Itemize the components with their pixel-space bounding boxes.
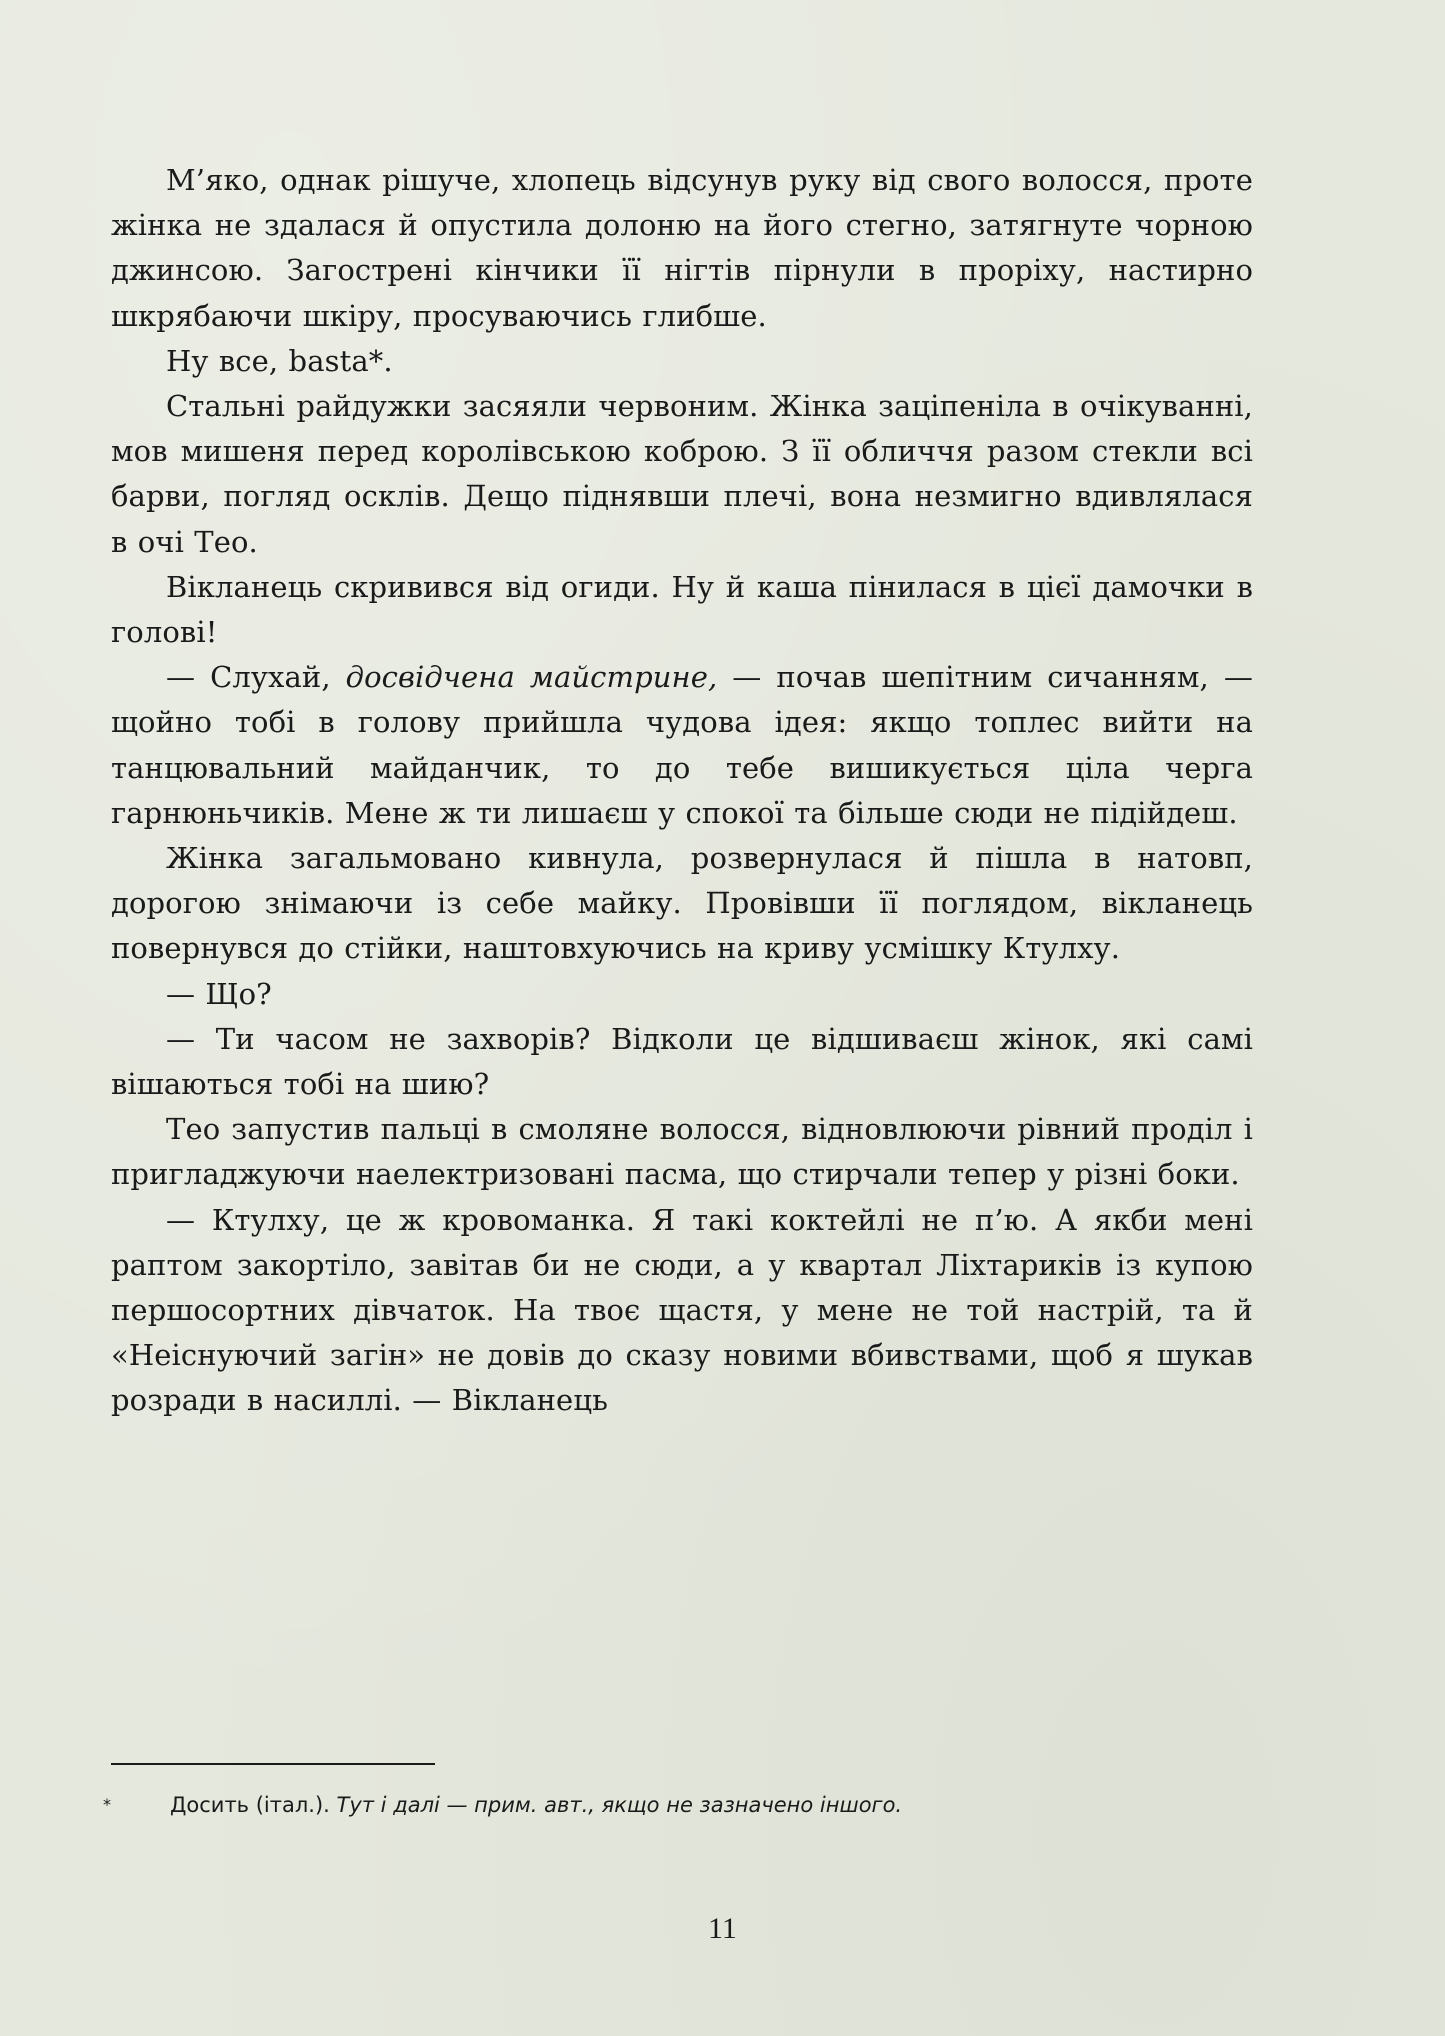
footnote xyxy=(103,1790,1253,1820)
dialog-paragraph xyxy=(111,655,1253,836)
paragraph: Вікланець скривився від огиди. Ну й каша пінилася в цієї дамочки в голові! xyxy=(111,569,1253,650)
paragraph: Жінка загальмовано кивнула, розвернулася й пішла в натовп, дорогою знімаючи із себе майку. Провівши її поглядом, вікланець повернувся до стійки, наштовхуючись на криву усмішку Ктулху. xyxy=(111,841,1253,966)
italic-address: досвідчена майстрине, xyxy=(345,660,718,695)
dialog-paragraph: — Ти часом не захворів? Відколи це відшиваєш жінок, які самі вішаються тобі на шию? xyxy=(111,1021,1253,1102)
book-page-body xyxy=(111,158,1253,1424)
paragraph: Стальні райдужки засяяли червоним. Жінка заціпеніла в очікуванні, мов мишеня перед королівською коброю. З її обличчя разом стекли всі барви, погляд осклів. Дещо піднявши плечі, вона незмигно вдивлялася в очі Тео. xyxy=(111,389,1253,559)
footnote-divider xyxy=(111,1763,435,1765)
footnote-translation: Досить (італ.). xyxy=(170,1793,337,1817)
dialog-paragraph: — Ктулху, це ж кровоманка. Я такі коктейлі не п’ю. А якби мені раптом закортіло, завітав би не сюди, а у квартал Ліхтариків із купою першосортних дівчаток. На твоє щастя, у мене не той настрій, та й «Неіснуючий загін» не довів до сказу новими вбивствами, щоб я шукав розради в насиллі. — Вікланець xyxy=(111,1202,1253,1418)
dialog-text: — Слухай, xyxy=(166,660,346,695)
dialog-paragraph: — Що? xyxy=(166,976,272,1011)
paragraph: Ну все, basta*. xyxy=(166,343,393,378)
paragraph: М’яко, однак рішуче, хлопець відсунув руку від свого волосся, проте жінка не здалася й опустила долоню на його стегно, затягнуте чорною джинсою. Загострені кінчики її нігтів пірнули в проріху, настирно шкрябаючи шкіру, просуваючись глибше. xyxy=(111,163,1253,333)
footnote-author-note: Тут і далі — прим. авт., якщо не зазначено іншого. xyxy=(336,1793,903,1817)
footnote-text xyxy=(170,1790,902,1820)
page-number: 11 xyxy=(708,1912,737,1945)
paragraph: Тео запустив пальці в смоляне волосся, відновлюючи рівний проділ і пригладжуючи наелектризовані пасма, що стирчали тепер у різні боки. xyxy=(111,1112,1253,1192)
dialog-text: — почав шепітним сичанням, — щойно тобі в голову прийшла чудова ідея: якщо топлес вийти на танцювальний майданчик, то до тебе вишикується ціла черга гарнюньчиків. Мене ж ти лишаєш у спокої та більше сюди не підійдеш. xyxy=(111,660,1253,830)
footnote-asterisk: * xyxy=(103,1795,111,1814)
